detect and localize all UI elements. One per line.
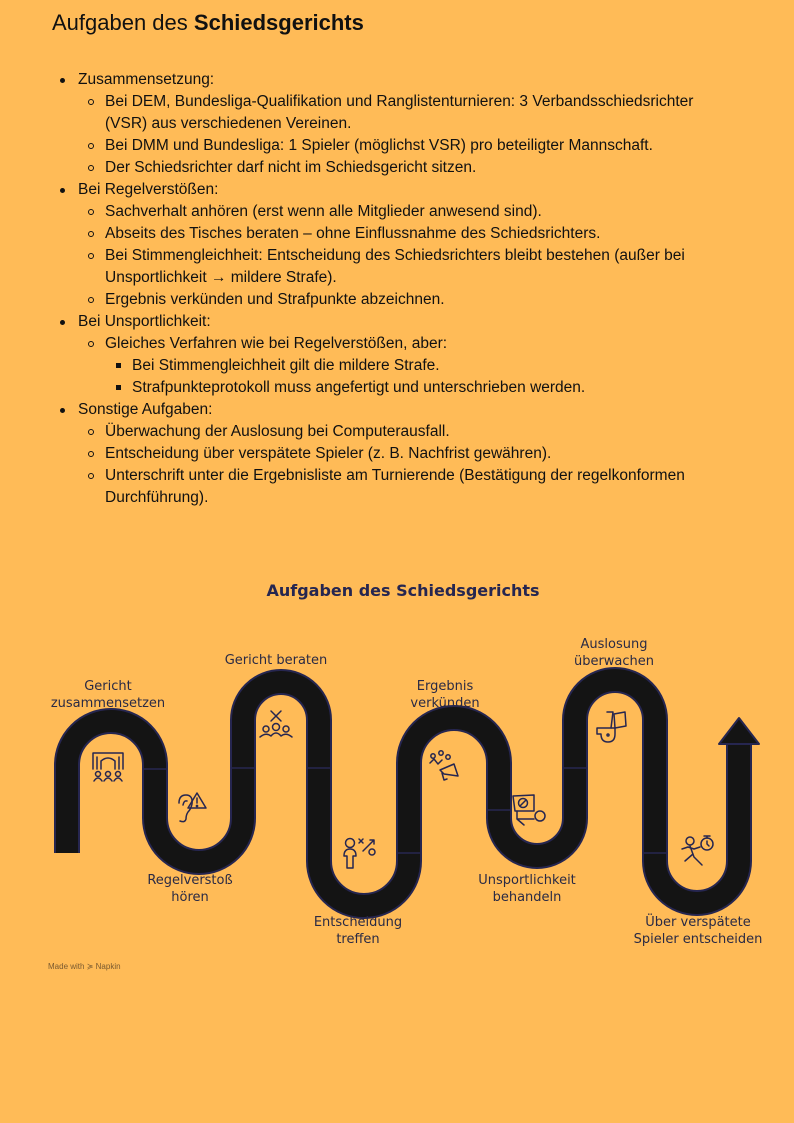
list-item-text: Bei DEM, Bundesliga-Qualifikation und Ranglistenturnieren: 3 Verbandsschiedsrichter (VSR) aus verschiedenen Vereinen. <box>105 93 694 132</box>
step-label <box>225 653 328 668</box>
section-label: Bei Regelverstößen: <box>78 181 219 198</box>
step-label <box>574 637 654 669</box>
section-label: Zusammensetzung: <box>78 71 215 88</box>
step-label-line: Regelverstoß <box>147 873 233 888</box>
list-item-text: Sachverhalt anhören (erst wenn alle Mitglieder anwesend sind). <box>105 203 542 220</box>
step-label-line: treffen <box>336 932 380 947</box>
made-with-label: Made with <box>48 962 85 971</box>
step-label-line: überwachen <box>573 654 655 669</box>
step-label <box>478 873 576 905</box>
step-label <box>314 915 402 947</box>
list-item-text: Bei Stimmengleichheit: Entscheidung des Schiedsrichters bleibt bestehen (außer bei Unsportlichkeit → mildere Strafe). <box>105 247 685 286</box>
step-label <box>410 679 479 711</box>
ear-warning-icon <box>179 793 206 822</box>
list-item-text: Ergebnis verkünden und Strafpunkte abzeichnen. <box>105 291 445 308</box>
step-label-line: verkünden <box>410 696 480 711</box>
section-label: Sonstige Aufgaben: <box>78 401 213 418</box>
made-with-napkin-credit[interactable] <box>48 962 121 971</box>
step-label <box>147 873 232 905</box>
step-label-line: Spieler entscheiden <box>633 932 763 947</box>
title-regular: Aufgaben des <box>52 10 194 35</box>
list-item-text: Überwachung der Auslosung bei Computerausfall. <box>105 423 450 440</box>
person-strategy-icon <box>344 839 375 869</box>
list-item-text: Gleiches Verfahren wie bei Regelverstößen, aber: <box>105 335 448 352</box>
list-item-text: Bei DMM und Bundesliga: 1 Spieler (möglichst VSR) pro beteiligter Mannschaft. <box>105 137 653 154</box>
step-label-line: Unsportlichkeit <box>478 873 576 888</box>
step-label-line: behandeln <box>492 890 562 905</box>
list-item-text: Abseits des Tisches beraten – ohne Einflussnahme des Schiedsrichters. <box>105 225 601 242</box>
step-label-line: Gericht <box>84 679 132 694</box>
arrow-head-icon <box>719 718 759 744</box>
title-bold: Schiedsgerichts <box>193 10 364 35</box>
list-item-text: Unterschrift unter die Ergebnisliste am Turnierende (Bestätigung der regelkonformen Durchführung). <box>105 467 685 506</box>
list-item-text: Strafpunkteprotokoll muss angefertigt und unterschrieben werden. <box>132 379 586 396</box>
step-label-line: zusammensetzen <box>50 696 166 711</box>
diagram-title: Aufgaben des Schiedsgerichts <box>266 581 540 600</box>
list-item-text: Der Schiedsrichter darf nicht im Schiedsgericht sitzen. <box>105 159 477 176</box>
step-label-line: Gericht beraten <box>224 653 328 668</box>
list-item-text: Bei Stimmengleichheit gilt die mildere Strafe. <box>132 357 440 374</box>
step-label <box>634 913 763 947</box>
step-label-line: hören <box>171 890 209 905</box>
step-label-line: Ergebnis <box>416 679 474 694</box>
section-label: Bei Unsportlichkeit: <box>78 313 211 330</box>
running-stopwatch-icon <box>682 836 713 865</box>
prohibited-sign-person-icon <box>513 795 545 825</box>
napkin-logo-icon: ≽ <box>86 962 94 971</box>
napkin-brand: Napkin <box>95 962 121 971</box>
step-label-line: Entscheidung <box>313 915 403 930</box>
megaphone-people-icon <box>430 751 458 780</box>
step-label-line: Auslosung <box>580 637 648 652</box>
group-decision-icon <box>260 711 292 737</box>
step-label-line: Über verspätete <box>645 915 751 930</box>
courtroom-icon <box>93 753 123 781</box>
whistle-cards-icon <box>597 712 626 742</box>
step-label <box>51 679 165 711</box>
list-item-text: Entscheidung über verspätete Spieler (z. B. Nachfrist gewähren). <box>105 445 552 462</box>
